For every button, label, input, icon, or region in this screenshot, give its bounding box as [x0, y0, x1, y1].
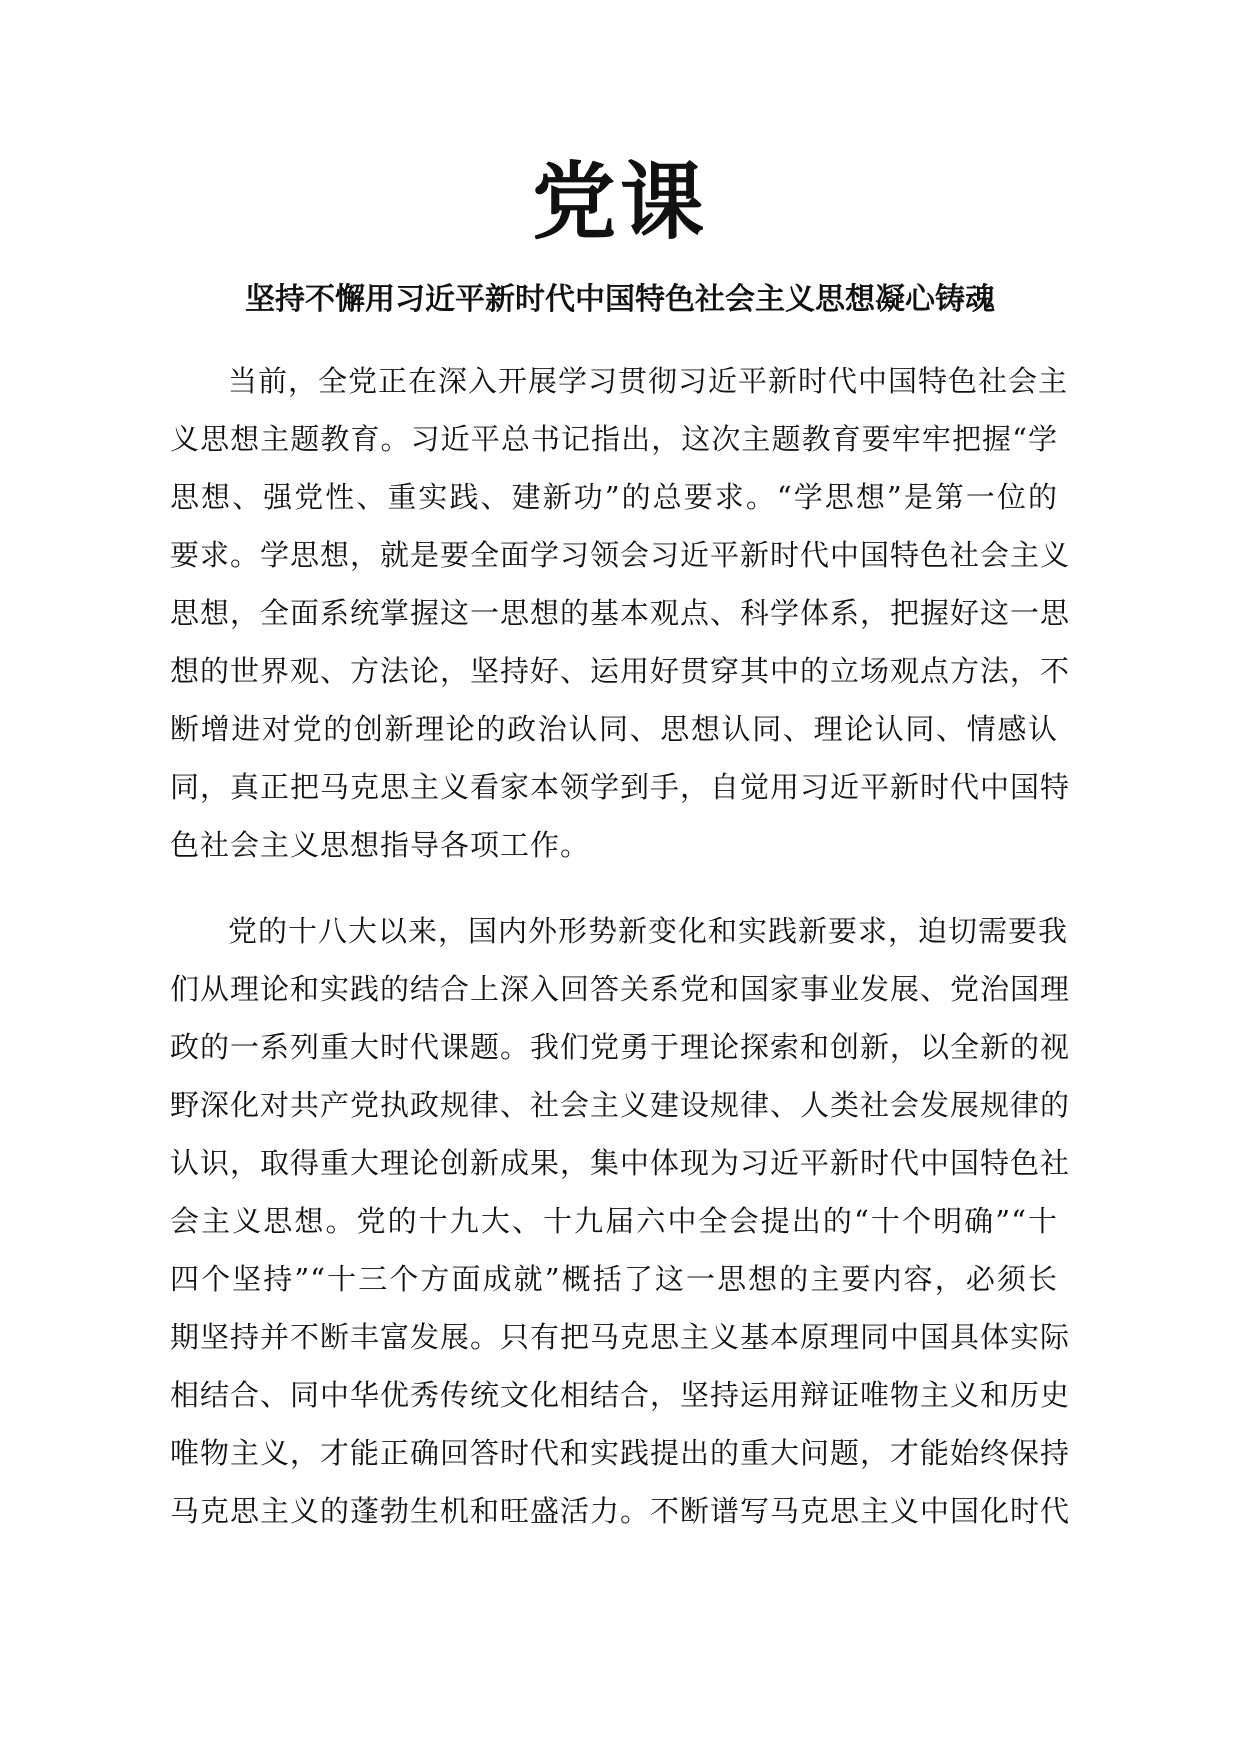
- text-line: 断增进对党的创新理论的政治认同、思想认同、理论认同、情感认: [170, 712, 1058, 746]
- text-line: 野深化对共产党执政规律、社会主义建设规律、人类社会发展规律的: [170, 1088, 1071, 1122]
- text-line: 会主义思想。党的十九大、十九届六中全会提出的“十个明确”“十: [170, 1204, 1058, 1238]
- text-line: 想的世界观、方法论，坚持好、运用好贯穿其中的立场观点方法，不: [170, 654, 1071, 688]
- text-line: 义思想主题教育。习近平总书记指出，这次主题教育要牢牢把握“学: [170, 422, 1058, 456]
- text-line: 马克思主义的蓬勃生机和旺盛活力。不断谱写马克思主义中国化时代: [170, 1494, 1071, 1528]
- text-line: 相结合、同中华优秀传统文化相结合，坚持运用辩证唯物主义和历史: [170, 1378, 1071, 1412]
- document-subtitle: 坚持不懈用习近平新时代中国特色社会主义思想凝心铸魂: [245, 282, 995, 317]
- text-line: 唯物主义，才能正确回答时代和实践提出的重大问题，才能始终保持: [170, 1436, 1071, 1470]
- paragraph-1: [170, 352, 1071, 874]
- text-line: 色社会主义思想指导各项工作。: [170, 828, 591, 862]
- text-line: 期坚持并不断丰富发展。只有把马克思主义基本原理同中国具体实际: [170, 1320, 1071, 1354]
- document-title: 党课: [531, 152, 708, 251]
- text-line: 同，真正把马克思主义看家本领学到手，自觉用习近平新时代中国特: [170, 770, 1071, 804]
- text-line: 们从理论和实践的结合上深入回答关系党和国家事业发展、党治国理: [170, 972, 1071, 1006]
- text-line: 要求。学思想，就是要全面学习领会习近平新时代中国特色社会主义: [170, 538, 1071, 572]
- text-line: 思想、强党性、重实践、建新功”的总要求。“学思想”是第一位的: [170, 480, 1058, 514]
- text-line: 党的十八大以来，国内外形势新变化和实践新要求，迫切需要我: [228, 914, 1069, 948]
- text-line: 认识，取得重大理论创新成果，集中体现为习近平新时代中国特色社: [170, 1146, 1071, 1180]
- text-line: 政的一系列重大时代课题。我们党勇于理论探索和创新，以全新的视: [170, 1030, 1071, 1064]
- paragraph-2: [170, 902, 1071, 1540]
- text-line: 四个坚持”“十三个方面成就”概括了这一思想的主要内容，必须长: [170, 1262, 1058, 1296]
- text-line: 当前，全党正在深入开展学习贯彻习近平新时代中国特色社会主: [228, 364, 1069, 398]
- text-line: 思想，全面系统掌握这一思想的基本观点、科学体系，把握好这一思: [170, 596, 1071, 630]
